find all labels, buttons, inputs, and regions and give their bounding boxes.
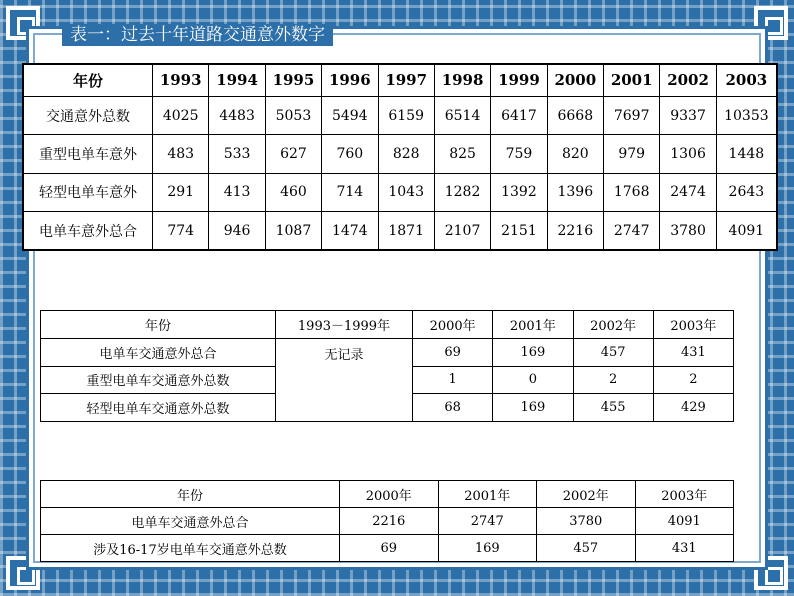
table-header-row: [41, 311, 734, 339]
year-header: 2002: [660, 64, 716, 96]
table-cell: 5494: [322, 96, 378, 134]
row-label: 电单车交通意外总合: [41, 338, 276, 366]
table-cell: 828: [378, 135, 434, 173]
table-cell: 457: [573, 338, 653, 366]
table-header-row: [41, 481, 734, 508]
table-cell: 6514: [434, 96, 490, 134]
table-cell: 7697: [604, 96, 660, 134]
year-header: 2001: [604, 64, 660, 96]
year-header: 1994: [209, 64, 265, 96]
header-cell: 年份: [41, 481, 340, 508]
table-cell: 2: [573, 366, 653, 394]
table-cell: 429: [653, 394, 733, 422]
slide-title: 表一：过去十年道路交通意外数字: [62, 24, 333, 46]
year-header: 2001年: [438, 481, 537, 508]
table-cell: 291: [153, 173, 209, 211]
table-cell: 3780: [660, 212, 716, 250]
year-header: 2000: [547, 64, 603, 96]
row-label: 涉及16-17岁电单车交通意外总数: [41, 535, 340, 562]
year-header: 2002年: [573, 311, 653, 339]
table-cell: 431: [653, 338, 733, 366]
table-cell: 169: [493, 338, 573, 366]
header-cell: 年份: [23, 64, 153, 96]
table-cell: 533: [209, 135, 265, 173]
table-cell: 69: [413, 338, 493, 366]
year-header: 1993: [153, 64, 209, 96]
row-label: 交通意外总数: [23, 96, 153, 134]
range-header: 1993－1999年: [276, 311, 413, 339]
table-cell: 1282: [434, 173, 490, 211]
table-cell: 2643: [716, 173, 777, 211]
year-header: 2000年: [340, 481, 439, 508]
table-row: [23, 173, 777, 211]
table-cell: 455: [573, 394, 653, 422]
table-cell: 6417: [491, 96, 547, 134]
year-header: 2000年: [413, 311, 493, 339]
table-cell: 760: [322, 135, 378, 173]
table-row: [41, 535, 734, 562]
year-header: 2003: [716, 64, 777, 96]
table-cell: 979: [604, 135, 660, 173]
year-header: 1997: [378, 64, 434, 96]
row-label: 电单车交通意外总合: [41, 508, 340, 535]
teen-share-table: [40, 480, 734, 562]
table-cell: 0: [493, 366, 573, 394]
year-header: 2003年: [635, 481, 734, 508]
table-cell: 825: [434, 135, 490, 173]
table-cell: 774: [153, 212, 209, 250]
teen-accident-table: [40, 310, 734, 422]
table-cell: 1043: [378, 173, 434, 211]
table-cell: 6159: [378, 96, 434, 134]
table-cell: 1474: [322, 212, 378, 250]
row-label: 轻型电单车意外: [23, 173, 153, 211]
table-cell: 4483: [209, 96, 265, 134]
table-cell: 69: [340, 535, 439, 562]
table-cell: 4091: [635, 508, 734, 535]
year-header: 1998: [434, 64, 490, 96]
row-label: 轻型电单车交通意外总数: [41, 394, 276, 422]
table-cell: 68: [413, 394, 493, 422]
table-cell: 3780: [537, 508, 636, 535]
row-label: 重型电单车意外: [23, 135, 153, 173]
table-cell: 1448: [716, 135, 777, 173]
table-cell: 2107: [434, 212, 490, 250]
table-cell: 2: [653, 366, 733, 394]
table-cell: 714: [322, 173, 378, 211]
table-cell: 10353: [716, 96, 777, 134]
table-row: [23, 135, 777, 173]
year-header: 2001年: [493, 311, 573, 339]
table-cell: 4091: [716, 212, 777, 250]
table-cell: 431: [635, 535, 734, 562]
table-cell: 1392: [491, 173, 547, 211]
table-cell: 2216: [340, 508, 439, 535]
table-row: [41, 338, 734, 366]
table-cell: 483: [153, 135, 209, 173]
year-header: 2003年: [653, 311, 733, 339]
table-cell: 169: [493, 394, 573, 422]
year-header: 1999: [491, 64, 547, 96]
table-row: [23, 96, 777, 134]
table-header-row: [23, 64, 777, 96]
table-cell: 9337: [660, 96, 716, 134]
table-cell: 2747: [604, 212, 660, 250]
row-label: 重型电单车交通意外总数: [41, 366, 276, 394]
table-cell: 413: [209, 173, 265, 211]
table-cell: 5053: [265, 96, 321, 134]
table-cell: 627: [265, 135, 321, 173]
table-cell: 2151: [491, 212, 547, 250]
table-cell: 2216: [547, 212, 603, 250]
year-header: 1996: [322, 64, 378, 96]
table-cell: 169: [438, 535, 537, 562]
table-row: [41, 508, 734, 535]
table-cell: 759: [491, 135, 547, 173]
no-record-cell: 无记录: [276, 338, 413, 421]
table-cell: 820: [547, 135, 603, 173]
header-cell: 年份: [41, 311, 276, 339]
table-cell: 1396: [547, 173, 603, 211]
table-cell: 457: [537, 535, 636, 562]
table-cell: 1087: [265, 212, 321, 250]
year-header: 1995: [265, 64, 321, 96]
accident-table-by-year: [22, 63, 778, 251]
table-cell: 460: [265, 173, 321, 211]
year-header: 2002年: [537, 481, 636, 508]
table-cell: 6668: [547, 96, 603, 134]
table-cell: 4025: [153, 96, 209, 134]
table-cell: 2474: [660, 173, 716, 211]
table-cell: 1768: [604, 173, 660, 211]
table-cell: 946: [209, 212, 265, 250]
table-cell: 1306: [660, 135, 716, 173]
table-row: [23, 212, 777, 250]
table-cell: 1871: [378, 212, 434, 250]
row-label: 电单车意外总合: [23, 212, 153, 250]
table-cell: 1: [413, 366, 493, 394]
table-cell: 2747: [438, 508, 537, 535]
